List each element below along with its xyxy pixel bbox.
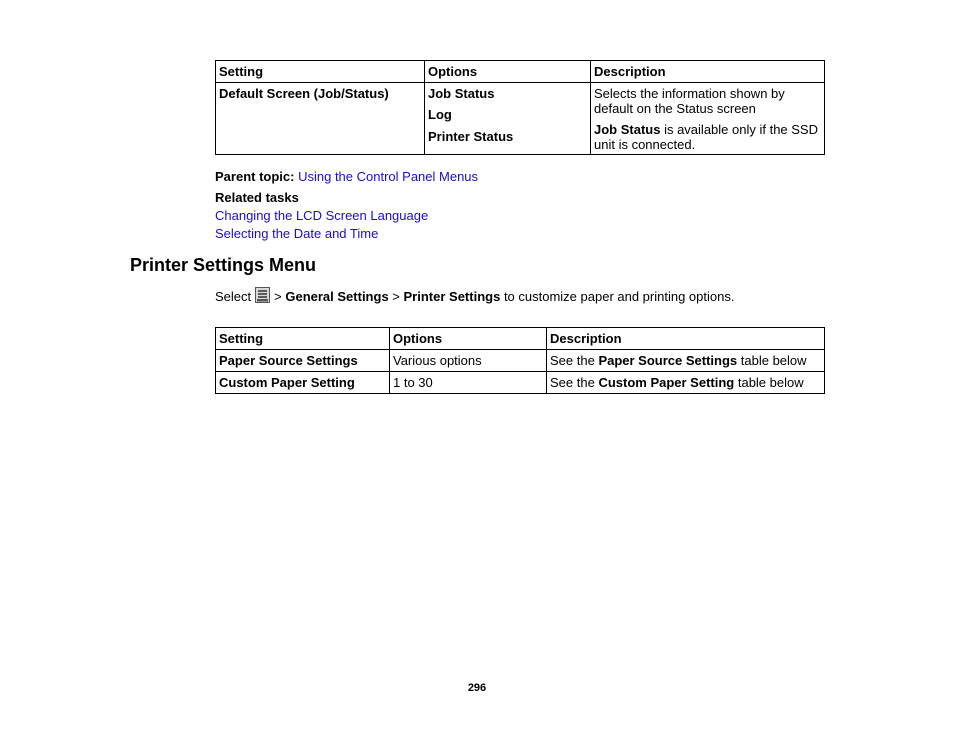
description-post: table below: [737, 353, 807, 368]
instruction-line: [215, 287, 734, 304]
page-number: 296: [467, 682, 487, 694]
setting-cell: Default Screen (Job/Status): [216, 83, 425, 155]
description-note: [594, 122, 820, 152]
option-log: Log: [428, 107, 452, 122]
table-row: [216, 83, 825, 155]
related-tasks-label: Related tasks: [215, 190, 299, 205]
instruction-sep-1: >: [274, 289, 282, 304]
column-header-options: Options: [425, 61, 591, 83]
description-cell: [591, 83, 825, 155]
settings-menu-icon: [255, 287, 270, 303]
printer-settings-table: [215, 327, 825, 394]
parent-topic-label: Parent topic:: [215, 169, 295, 184]
instruction-select: Select: [215, 289, 252, 304]
description-note-bold: Job Status: [594, 122, 661, 137]
description-cell: [547, 372, 825, 394]
description-pre: See the: [550, 375, 599, 390]
description-pre: See the: [550, 353, 599, 368]
description-cell: [547, 350, 825, 372]
parent-topic-link[interactable]: Using the Control Panel Menus: [298, 169, 479, 184]
setting-cell: Paper Source Settings: [216, 350, 390, 372]
instruction-rest: to customize paper and printing options.: [503, 289, 735, 304]
related-task-link-date-time[interactable]: Selecting the Date and Time: [215, 226, 379, 241]
related-task-link-lcd-language[interactable]: Changing the LCD Screen Language: [215, 208, 429, 223]
column-header-options: Options: [390, 328, 547, 350]
default-screen-table: [215, 60, 825, 155]
description-bold: Custom Paper Setting: [598, 375, 735, 390]
options-cell: 1 to 30: [390, 372, 547, 394]
options-cell: [425, 83, 591, 155]
column-header-description: Description: [547, 328, 825, 350]
section-title: Printer Settings Menu: [130, 255, 317, 275]
column-header-setting: Setting: [216, 328, 390, 350]
column-header-description: Description: [591, 61, 825, 83]
parent-topic: [215, 169, 478, 184]
column-header-setting: Setting: [216, 61, 425, 83]
description-text: Selects the information shown by default on the Status screen: [594, 86, 785, 116]
description-post: table below: [734, 375, 804, 390]
setting-cell: Custom Paper Setting: [216, 372, 390, 394]
option-job-status: Job Status: [428, 86, 495, 101]
option-printer-status: Printer Status: [428, 129, 514, 144]
instruction-printer-settings: Printer Settings: [403, 289, 501, 304]
instruction-general-settings: General Settings: [285, 289, 389, 304]
description-bold: Paper Source Settings: [598, 353, 738, 368]
options-cell: Various options: [390, 350, 547, 372]
description-note-rest: is available only if the SSD unit is connected.: [594, 122, 818, 152]
table-row: [216, 372, 825, 394]
instruction-sep-2: >: [392, 289, 400, 304]
table-row: [216, 350, 825, 372]
